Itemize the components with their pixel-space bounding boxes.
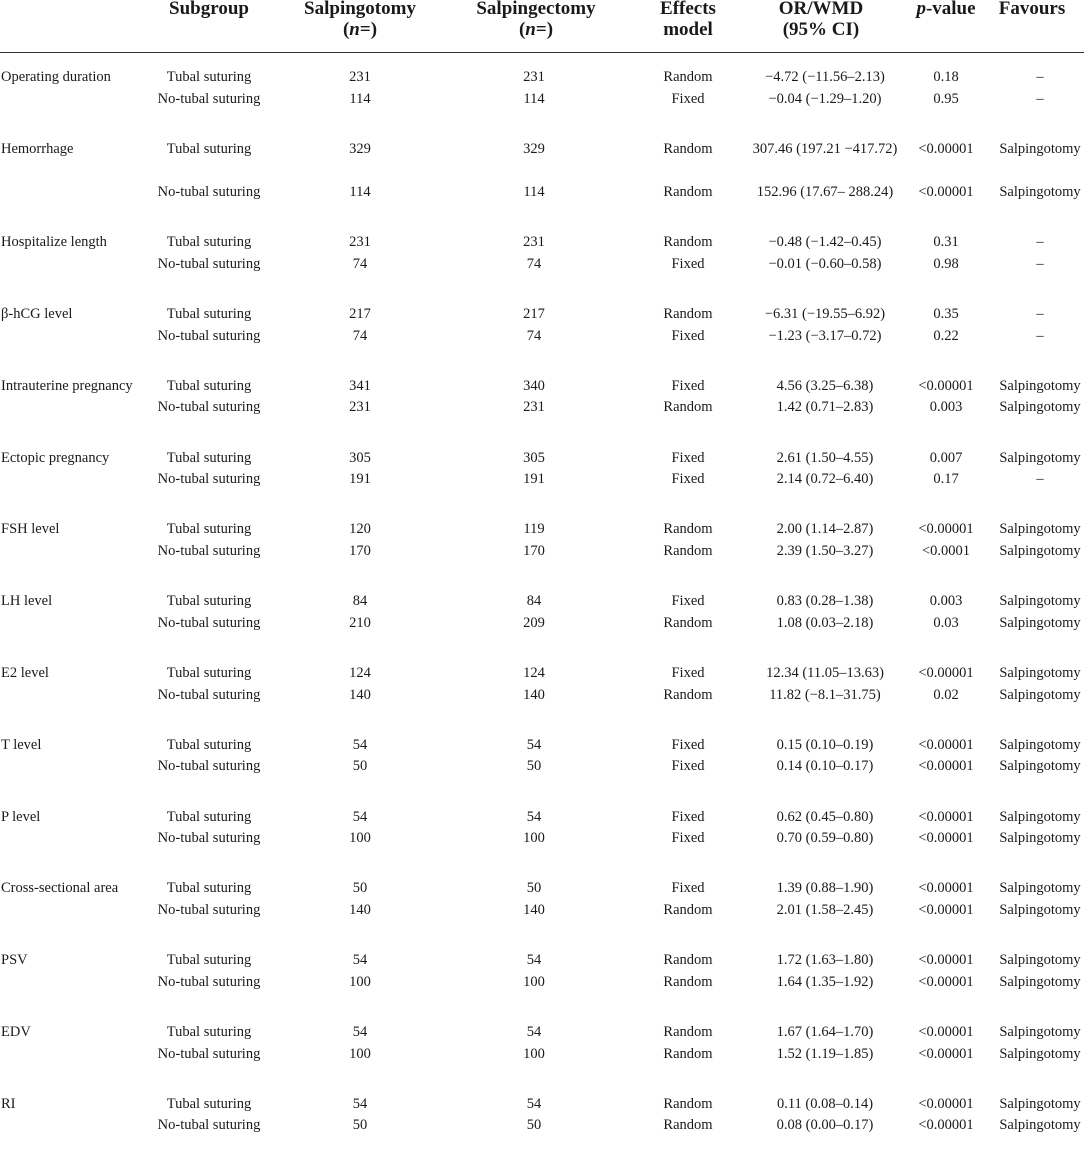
or-wmd-cell: 12.34 (11.05–13.63) xyxy=(766,665,884,681)
or-wmd-cell: 307.46 (197.21 −417.72) xyxy=(752,140,898,157)
effects-model-cell: Random xyxy=(663,901,713,918)
or-wmd-cell: 1.72 (1.63–1.80) xyxy=(776,952,874,969)
p-value-cell: <0.00001 xyxy=(918,736,974,753)
effects-model-cell: Random xyxy=(663,1024,713,1040)
salpingectomy-n-cell: 231 xyxy=(523,399,545,416)
or-wmd-cell: 1.39 (0.88–1.90) xyxy=(776,880,874,897)
outcome-label: Ectopic pregnancy xyxy=(1,449,110,466)
favours-cell: Salpingotomy xyxy=(999,449,1081,466)
favours-cell: Salpingotomy xyxy=(999,593,1081,610)
outcome-label: EDV xyxy=(1,1024,31,1040)
outcome-label: Intrauterine pregnancy xyxy=(1,377,133,394)
or-wmd-cell: 0.70 (0.59–0.80) xyxy=(776,830,874,847)
subgroup-cell: No-tubal suturing xyxy=(157,830,261,847)
salpingotomy-n-cell: 210 xyxy=(349,614,371,631)
p-value-cell: <0.00001 xyxy=(918,140,974,157)
salpingotomy-n-cell: 54 xyxy=(352,1024,368,1040)
subgroup-cell: No-tubal suturing xyxy=(157,471,261,488)
salpingotomy-n-cell: 341 xyxy=(349,377,371,394)
salpingectomy-n-cell: 140 xyxy=(523,686,545,703)
salpingectomy-n-cell: 114 xyxy=(523,183,545,200)
salpingectomy-n-cell: 231 xyxy=(523,234,545,251)
salpingectomy-n-cell: 100 xyxy=(523,973,545,990)
p-value-cell: <0.00001 xyxy=(918,183,974,200)
effects-model-cell: Random xyxy=(663,1045,713,1062)
favours-cell: – xyxy=(1036,471,1044,488)
salpingotomy-n-cell: 54 xyxy=(352,952,368,969)
p-value-cell: <0.0001 xyxy=(921,542,971,559)
salpingotomy-n-cell: 84 xyxy=(352,593,368,610)
p-value-cell: <0.00001 xyxy=(918,830,974,847)
p-value-cell: <0.00001 xyxy=(918,665,974,681)
salpingectomy-n-cell: 209 xyxy=(523,614,545,631)
or-wmd-cell: 2.00 (1.14–2.87) xyxy=(776,521,874,538)
salpingectomy-n-cell: 74 xyxy=(526,255,542,272)
subgroup-cell: No-tubal suturing xyxy=(157,973,261,990)
or-wmd-cell: −0.01 (−0.60–0.58) xyxy=(768,255,882,272)
effects-model-cell: Random xyxy=(663,952,713,969)
salpingotomy-n-cell: 120 xyxy=(349,521,371,538)
header-or-wmd: OR/WMD (95% CI) xyxy=(778,0,864,40)
outcome-label: Hemorrhage xyxy=(1,140,74,157)
favours-cell: Salpingotomy xyxy=(999,377,1081,394)
effects-model-cell: Random xyxy=(663,140,713,157)
effects-model-cell: Random xyxy=(663,614,713,631)
header-subgroup: Subgroup xyxy=(169,0,249,19)
or-wmd-cell: 1.08 (0.03–2.18) xyxy=(776,614,874,631)
effects-model-cell: Random xyxy=(663,306,713,322)
effects-model-cell: Fixed xyxy=(671,255,705,272)
p-value-cell: 0.95 xyxy=(933,90,959,107)
salpingectomy-n-cell: 54 xyxy=(526,952,542,969)
salpingectomy-n-cell: 170 xyxy=(523,542,545,559)
favours-cell: Salpingotomy xyxy=(999,952,1081,969)
salpingectomy-n-cell: 54 xyxy=(526,1024,542,1040)
header-salpingotomy: Salpingotomy (n=) xyxy=(304,0,416,40)
or-wmd-cell: 152.96 (17.67– 288.24) xyxy=(756,183,894,200)
p-value-cell: <0.00001 xyxy=(918,1045,974,1062)
p-value-cell: <0.00001 xyxy=(918,901,974,918)
or-wmd-cell: 4.56 (3.25–6.38) xyxy=(776,377,874,394)
p-value-cell: 0.22 xyxy=(933,327,959,344)
salpingotomy-n-cell: 191 xyxy=(349,471,371,488)
salpingotomy-n-cell: 74 xyxy=(352,255,368,272)
subgroup-cell: No-tubal suturing xyxy=(157,1117,261,1134)
salpingotomy-n-cell: 305 xyxy=(349,449,371,466)
salpingectomy-n-cell: 114 xyxy=(523,90,545,107)
subgroup-cell: No-tubal suturing xyxy=(157,90,261,107)
salpingectomy-n-cell: 84 xyxy=(526,593,542,610)
or-wmd-cell: 0.11 (0.08–0.14) xyxy=(776,1095,874,1112)
or-wmd-cell: 1.67 (1.64–1.70) xyxy=(776,1024,874,1040)
salpingotomy-n-cell: 54 xyxy=(352,736,368,753)
p-value-cell: <0.00001 xyxy=(918,952,974,969)
salpingectomy-n-cell: 54 xyxy=(526,1095,542,1112)
salpingectomy-n-cell: 305 xyxy=(523,449,545,466)
subgroup-cell: No-tubal suturing xyxy=(157,686,261,703)
p-value-cell: 0.17 xyxy=(933,471,959,488)
subgroup-cell: No-tubal suturing xyxy=(157,255,261,272)
effects-model-cell: Random xyxy=(663,234,713,251)
subgroup-cell: Tubal suturing xyxy=(166,593,252,610)
p-value-cell: <0.00001 xyxy=(918,521,974,538)
favours-cell: Salpingotomy xyxy=(999,736,1081,753)
or-wmd-cell: 1.42 (0.71–2.83) xyxy=(776,399,874,416)
subgroup-cell: Tubal suturing xyxy=(166,1024,252,1040)
or-wmd-cell: 0.14 (0.10–0.17) xyxy=(776,758,874,775)
salpingectomy-n-cell: 119 xyxy=(523,521,545,538)
salpingectomy-n-cell: 329 xyxy=(523,140,545,157)
favours-cell: Salpingotomy xyxy=(999,399,1081,416)
salpingotomy-n-cell: 329 xyxy=(349,140,371,157)
salpingectomy-n-cell: 191 xyxy=(523,471,545,488)
favours-cell: – xyxy=(1036,306,1044,322)
effects-model-cell: Fixed xyxy=(671,736,705,753)
favours-cell: – xyxy=(1036,69,1044,85)
effects-model-cell: Random xyxy=(663,1117,713,1134)
salpingotomy-n-cell: 124 xyxy=(349,665,371,681)
effects-model-cell: Fixed xyxy=(671,449,705,466)
effects-model-cell: Fixed xyxy=(671,593,705,610)
salpingotomy-n-cell: 54 xyxy=(352,808,368,825)
favours-cell: Salpingotomy xyxy=(999,1045,1081,1062)
favours-cell: Salpingotomy xyxy=(999,542,1081,559)
subgroup-cell: Tubal suturing xyxy=(166,449,252,466)
salpingotomy-n-cell: 217 xyxy=(349,306,371,322)
header-effects-model: Effects model xyxy=(660,0,716,40)
subgroup-cell: Tubal suturing xyxy=(166,665,252,681)
salpingectomy-n-cell: 50 xyxy=(526,880,542,897)
salpingotomy-n-cell: 100 xyxy=(349,973,371,990)
subgroup-cell: No-tubal suturing xyxy=(157,399,261,416)
effects-model-cell: Fixed xyxy=(671,471,705,488)
or-wmd-cell: 2.61 (1.50–4.55) xyxy=(776,449,874,466)
favours-cell: Salpingotomy xyxy=(999,830,1081,847)
salpingotomy-n-cell: 114 xyxy=(349,183,371,200)
subgroup-cell: Tubal suturing xyxy=(166,808,252,825)
header-p-value: p-value xyxy=(916,0,976,19)
salpingotomy-n-cell: 50 xyxy=(352,758,368,775)
subgroup-cell: Tubal suturing xyxy=(166,140,252,157)
effects-model-cell: Fixed xyxy=(671,327,705,344)
p-value-cell: <0.00001 xyxy=(918,377,974,394)
p-value-cell: 0.02 xyxy=(933,686,959,703)
favours-cell: Salpingotomy xyxy=(999,521,1081,538)
salpingectomy-n-cell: 54 xyxy=(526,808,542,825)
effects-model-cell: Fixed xyxy=(671,830,705,847)
favours-cell: – xyxy=(1036,90,1044,107)
salpingotomy-n-cell: 50 xyxy=(352,1117,368,1134)
favours-cell: Salpingotomy xyxy=(999,1117,1081,1134)
p-value-cell: <0.00001 xyxy=(918,880,974,897)
outcome-label: P level xyxy=(1,808,41,825)
effects-model-cell: Random xyxy=(663,973,713,990)
outcome-label: LH level xyxy=(1,593,53,610)
or-wmd-cell: 0.15 (0.10–0.19) xyxy=(776,736,874,753)
header-favours: Favours xyxy=(998,0,1066,19)
salpingotomy-n-cell: 231 xyxy=(349,69,371,85)
outcome-label: Cross-sectional area xyxy=(1,880,119,897)
subgroup-cell: Tubal suturing xyxy=(166,880,252,897)
salpingotomy-n-cell: 140 xyxy=(349,686,371,703)
subgroup-cell: Tubal suturing xyxy=(166,377,252,394)
effects-model-cell: Fixed xyxy=(671,758,705,775)
or-wmd-cell: 2.01 (1.58–2.45) xyxy=(776,901,874,918)
outcome-label: Operating duration xyxy=(1,69,111,85)
subgroup-cell: No-tubal suturing xyxy=(157,901,261,918)
subgroup-cell: Tubal suturing xyxy=(166,952,252,969)
outcome-label: T level xyxy=(1,736,42,753)
favours-cell: Salpingotomy xyxy=(999,758,1081,775)
or-wmd-cell: 2.14 (0.72–6.40) xyxy=(776,471,874,488)
outcome-label: Hospitalize length xyxy=(1,234,107,251)
favours-cell: Salpingotomy xyxy=(999,901,1081,918)
favours-cell: Salpingotomy xyxy=(999,614,1081,631)
salpingotomy-n-cell: 231 xyxy=(349,234,371,251)
outcome-label: E2 level xyxy=(1,665,49,681)
or-wmd-cell: −0.04 (−1.29–1.20) xyxy=(768,90,882,107)
p-value-cell: 0.003 xyxy=(929,399,963,416)
p-value-cell: 0.007 xyxy=(929,449,963,466)
effects-model-cell: Random xyxy=(663,521,713,538)
or-wmd-cell: 0.83 (0.28–1.38) xyxy=(776,593,874,610)
or-wmd-cell: −0.48 (−1.42–0.45) xyxy=(768,234,882,251)
table-body xyxy=(0,53,1084,1166)
salpingotomy-n-cell: 140 xyxy=(349,901,371,918)
effects-model-cell: Random xyxy=(663,542,713,559)
p-value-cell: 0.18 xyxy=(933,69,959,85)
effects-model-cell: Fixed xyxy=(671,665,705,681)
p-value-cell: <0.00001 xyxy=(918,1095,974,1112)
favours-cell: Salpingotomy xyxy=(999,880,1081,897)
favours-cell: – xyxy=(1036,255,1044,272)
p-value-cell: <0.00001 xyxy=(918,1024,974,1040)
favours-cell: Salpingotomy xyxy=(999,183,1081,200)
subgroup-cell: Tubal suturing xyxy=(166,69,252,85)
salpingotomy-n-cell: 74 xyxy=(352,327,368,344)
salpingectomy-n-cell: 340 xyxy=(523,377,545,394)
subgroup-cell: No-tubal suturing xyxy=(157,327,261,344)
subgroup-cell: No-tubal suturing xyxy=(157,1045,261,1062)
p-value-cell: 0.35 xyxy=(933,306,959,322)
or-wmd-cell: −1.23 (−3.17–0.72) xyxy=(768,327,882,344)
outcome-label: β-hCG level xyxy=(1,306,73,322)
or-wmd-cell: 1.52 (1.19–1.85) xyxy=(776,1045,874,1062)
favours-cell: – xyxy=(1036,327,1044,344)
favours-cell: Salpingotomy xyxy=(999,140,1081,157)
or-wmd-cell: 2.39 (1.50–3.27) xyxy=(776,542,874,559)
salpingotomy-n-cell: 170 xyxy=(349,542,371,559)
salpingotomy-n-cell: 50 xyxy=(352,880,368,897)
effects-model-cell: Fixed xyxy=(671,90,705,107)
p-value-cell: <0.00001 xyxy=(918,1117,974,1134)
p-value-cell: 0.31 xyxy=(933,234,959,251)
favours-cell: Salpingotomy xyxy=(999,808,1081,825)
effects-model-cell: Random xyxy=(663,1095,713,1112)
favours-cell: – xyxy=(1036,234,1044,251)
effects-model-cell: Fixed xyxy=(671,808,705,825)
salpingectomy-n-cell: 124 xyxy=(523,665,545,681)
favours-cell: Salpingotomy xyxy=(999,665,1081,681)
salpingectomy-n-cell: 74 xyxy=(526,327,542,344)
subgroup-cell: Tubal suturing xyxy=(166,736,252,753)
subgroup-cell: No-tubal suturing xyxy=(157,758,261,775)
outcome-label: RI xyxy=(1,1095,16,1112)
p-value-cell: <0.00001 xyxy=(918,758,974,775)
effects-model-cell: Random xyxy=(663,686,713,703)
subgroup-cell: No-tubal suturing xyxy=(157,542,261,559)
salpingectomy-n-cell: 217 xyxy=(523,306,545,322)
or-wmd-cell: 0.08 (0.00–0.17) xyxy=(776,1117,874,1134)
favours-cell: Salpingotomy xyxy=(999,686,1081,703)
or-wmd-cell: 0.62 (0.45–0.80) xyxy=(776,808,874,825)
salpingectomy-n-cell: 100 xyxy=(523,830,545,847)
p-value-cell: 0.98 xyxy=(933,255,959,272)
favours-cell: Salpingotomy xyxy=(999,1024,1081,1040)
favours-cell: Salpingotomy xyxy=(999,1095,1081,1112)
effects-model-cell: Fixed xyxy=(671,880,705,897)
or-wmd-cell: −4.72 (−11.56–2.13) xyxy=(765,69,885,85)
salpingectomy-n-cell: 50 xyxy=(526,1117,542,1134)
salpingotomy-n-cell: 114 xyxy=(349,90,371,107)
subgroup-cell: Tubal suturing xyxy=(166,521,252,538)
p-value-cell: <0.00001 xyxy=(918,808,974,825)
subgroup-cell: No-tubal suturing xyxy=(157,614,261,631)
or-wmd-cell: −6.31 (−19.55–6.92) xyxy=(764,306,886,322)
subgroup-cell: Tubal suturing xyxy=(166,234,252,251)
p-value-cell: 0.003 xyxy=(929,593,963,610)
salpingectomy-n-cell: 231 xyxy=(523,69,545,85)
salpingotomy-n-cell: 54 xyxy=(352,1095,368,1112)
salpingectomy-n-cell: 54 xyxy=(526,736,542,753)
effects-model-cell: Random xyxy=(663,183,713,200)
subgroup-cell: No-tubal suturing xyxy=(157,183,261,200)
salpingotomy-n-cell: 231 xyxy=(349,399,371,416)
outcome-label: FSH level xyxy=(1,521,60,538)
salpingectomy-n-cell: 50 xyxy=(526,758,542,775)
or-wmd-cell: 11.82 (−8.1–31.75) xyxy=(769,686,881,703)
table-header xyxy=(0,0,1084,53)
p-value-cell: 0.03 xyxy=(933,614,959,631)
or-wmd-cell: 1.64 (1.35–1.92) xyxy=(776,973,874,990)
effects-model-cell: Random xyxy=(663,399,713,416)
effects-model-cell: Fixed xyxy=(671,377,705,394)
p-value-cell: <0.00001 xyxy=(918,973,974,990)
salpingotomy-n-cell: 100 xyxy=(349,830,371,847)
salpingectomy-n-cell: 140 xyxy=(523,901,545,918)
salpingectomy-n-cell: 100 xyxy=(523,1045,545,1062)
salpingotomy-n-cell: 100 xyxy=(349,1045,371,1062)
outcome-label: PSV xyxy=(1,952,28,969)
favours-cell: Salpingotomy xyxy=(999,973,1081,990)
subgroup-cell: Tubal suturing xyxy=(166,1095,252,1112)
subgroup-cell: Tubal suturing xyxy=(166,306,252,322)
effects-model-cell: Random xyxy=(663,69,713,85)
header-salpingectomy: Salpingectomy (n=) xyxy=(476,0,596,40)
